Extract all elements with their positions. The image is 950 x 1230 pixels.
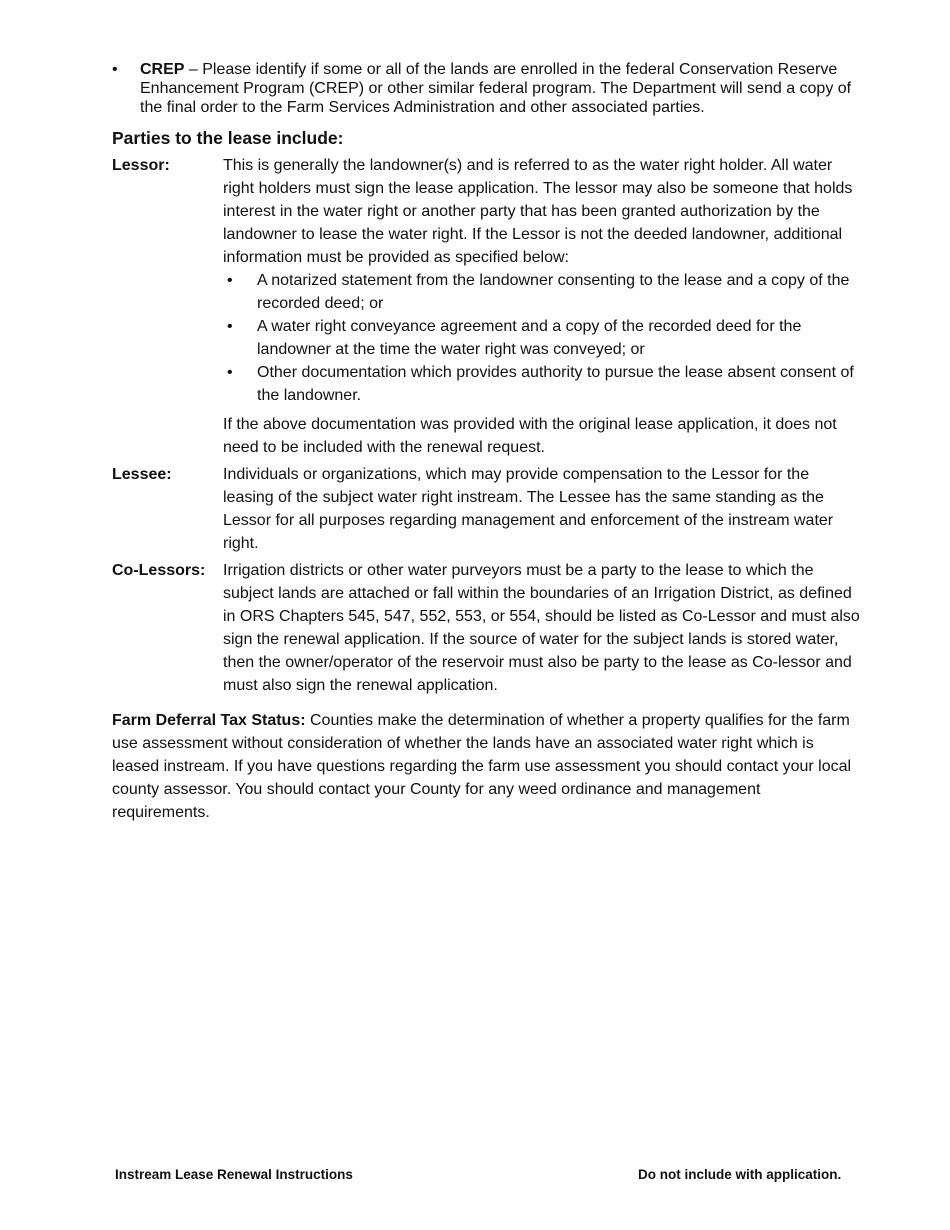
lessor-outro: If the above documentation was provided with the original lease application, it does not need to be included with the renewal request. — [223, 416, 837, 456]
lessor-body — [223, 154, 862, 459]
footer-document-title: Instream Lease Renewal Instructions — [115, 1167, 353, 1182]
crep-text: – Please identify if some or all of the lands are enrolled in the federal Conservation Reserve Enhancement Program (CREP) or other similar federal program. The Department will send a copy of the final order to the Farm Services Administration and other associated parties. — [140, 61, 852, 116]
farm-deferral-paragraph — [112, 709, 862, 824]
lessor-label: Lessor: — [112, 157, 170, 174]
lessee-text: Individuals or organizations, which may provide compensation to the Lessor for the leasing of the subject water right instream. The Lessee has the same standing as the Lessor for all purposes regarding management and enforcement of the instream water right. — [223, 466, 834, 552]
parties-heading: Parties to the lease include: — [112, 128, 344, 148]
lessor-intro: This is generally the landowner(s) and is referred to as the water right holder. All water right holders must sign the lease application. The lessor may also be someone that holds interest in the water right or another party that has been granted authorization by the landowner to lease the water right. If the Lessor is not the deeded landowner, additional information must be provided as specified below: — [223, 157, 853, 266]
co-lessors-entry — [112, 559, 862, 697]
bullet-icon: • — [227, 272, 233, 289]
document-page — [112, 60, 862, 824]
farm-deferral-term: Farm Deferral Tax Status: — [112, 712, 306, 729]
bullet-icon: • — [227, 318, 233, 335]
co-lessors-label: Co-Lessors: — [112, 562, 206, 579]
farm-deferral-text: Counties make the determination of whether a property qualifies for the farm use assessment without consideration of whether the lands have an associated water right which is leased instream. If you have questions regarding the farm use assessment you should contact your local county assessor. You should contact your County for any weed ordinance and management requirements. — [112, 712, 852, 821]
crep-bullet-item — [112, 60, 862, 117]
list-item — [223, 269, 862, 315]
lessor-requirements-list — [223, 269, 862, 407]
lessee-label: Lessee: — [112, 466, 172, 483]
list-item — [223, 361, 862, 407]
crep-term: CREP — [140, 61, 185, 78]
list-item-text: Other documentation which provides authority to pursue the lease absent consent of the landowner. — [257, 364, 854, 404]
co-lessors-text: Irrigation districts or other water purveyors must be a party to the lease to which the subject lands are attached or fall within the boundaries of an Irrigation District, as defined in ORS Chapters 545, 547, 552, 553, or 554, should be listed as Co-Lessor and must also sign the renewal application. If the source of water for the subject lands is stored water, then the owner/operator of the reservoir must also be party to the lease as Co-lessor and must also sign the renewal application. — [223, 562, 860, 694]
lessor-entry — [112, 154, 862, 459]
footer-notice: Do not include with application. — [638, 1167, 842, 1182]
bullet-icon: • — [112, 61, 118, 78]
list-item-text: A notarized statement from the landowner consenting to the lease and a copy of the recorded deed; or — [257, 272, 850, 312]
list-item-text: A water right conveyance agreement and a copy of the recorded deed for the landowner at the time the water right was conveyed; or — [257, 318, 802, 358]
bullet-icon: • — [227, 364, 233, 381]
list-item — [223, 315, 862, 361]
lessee-entry — [112, 463, 862, 555]
